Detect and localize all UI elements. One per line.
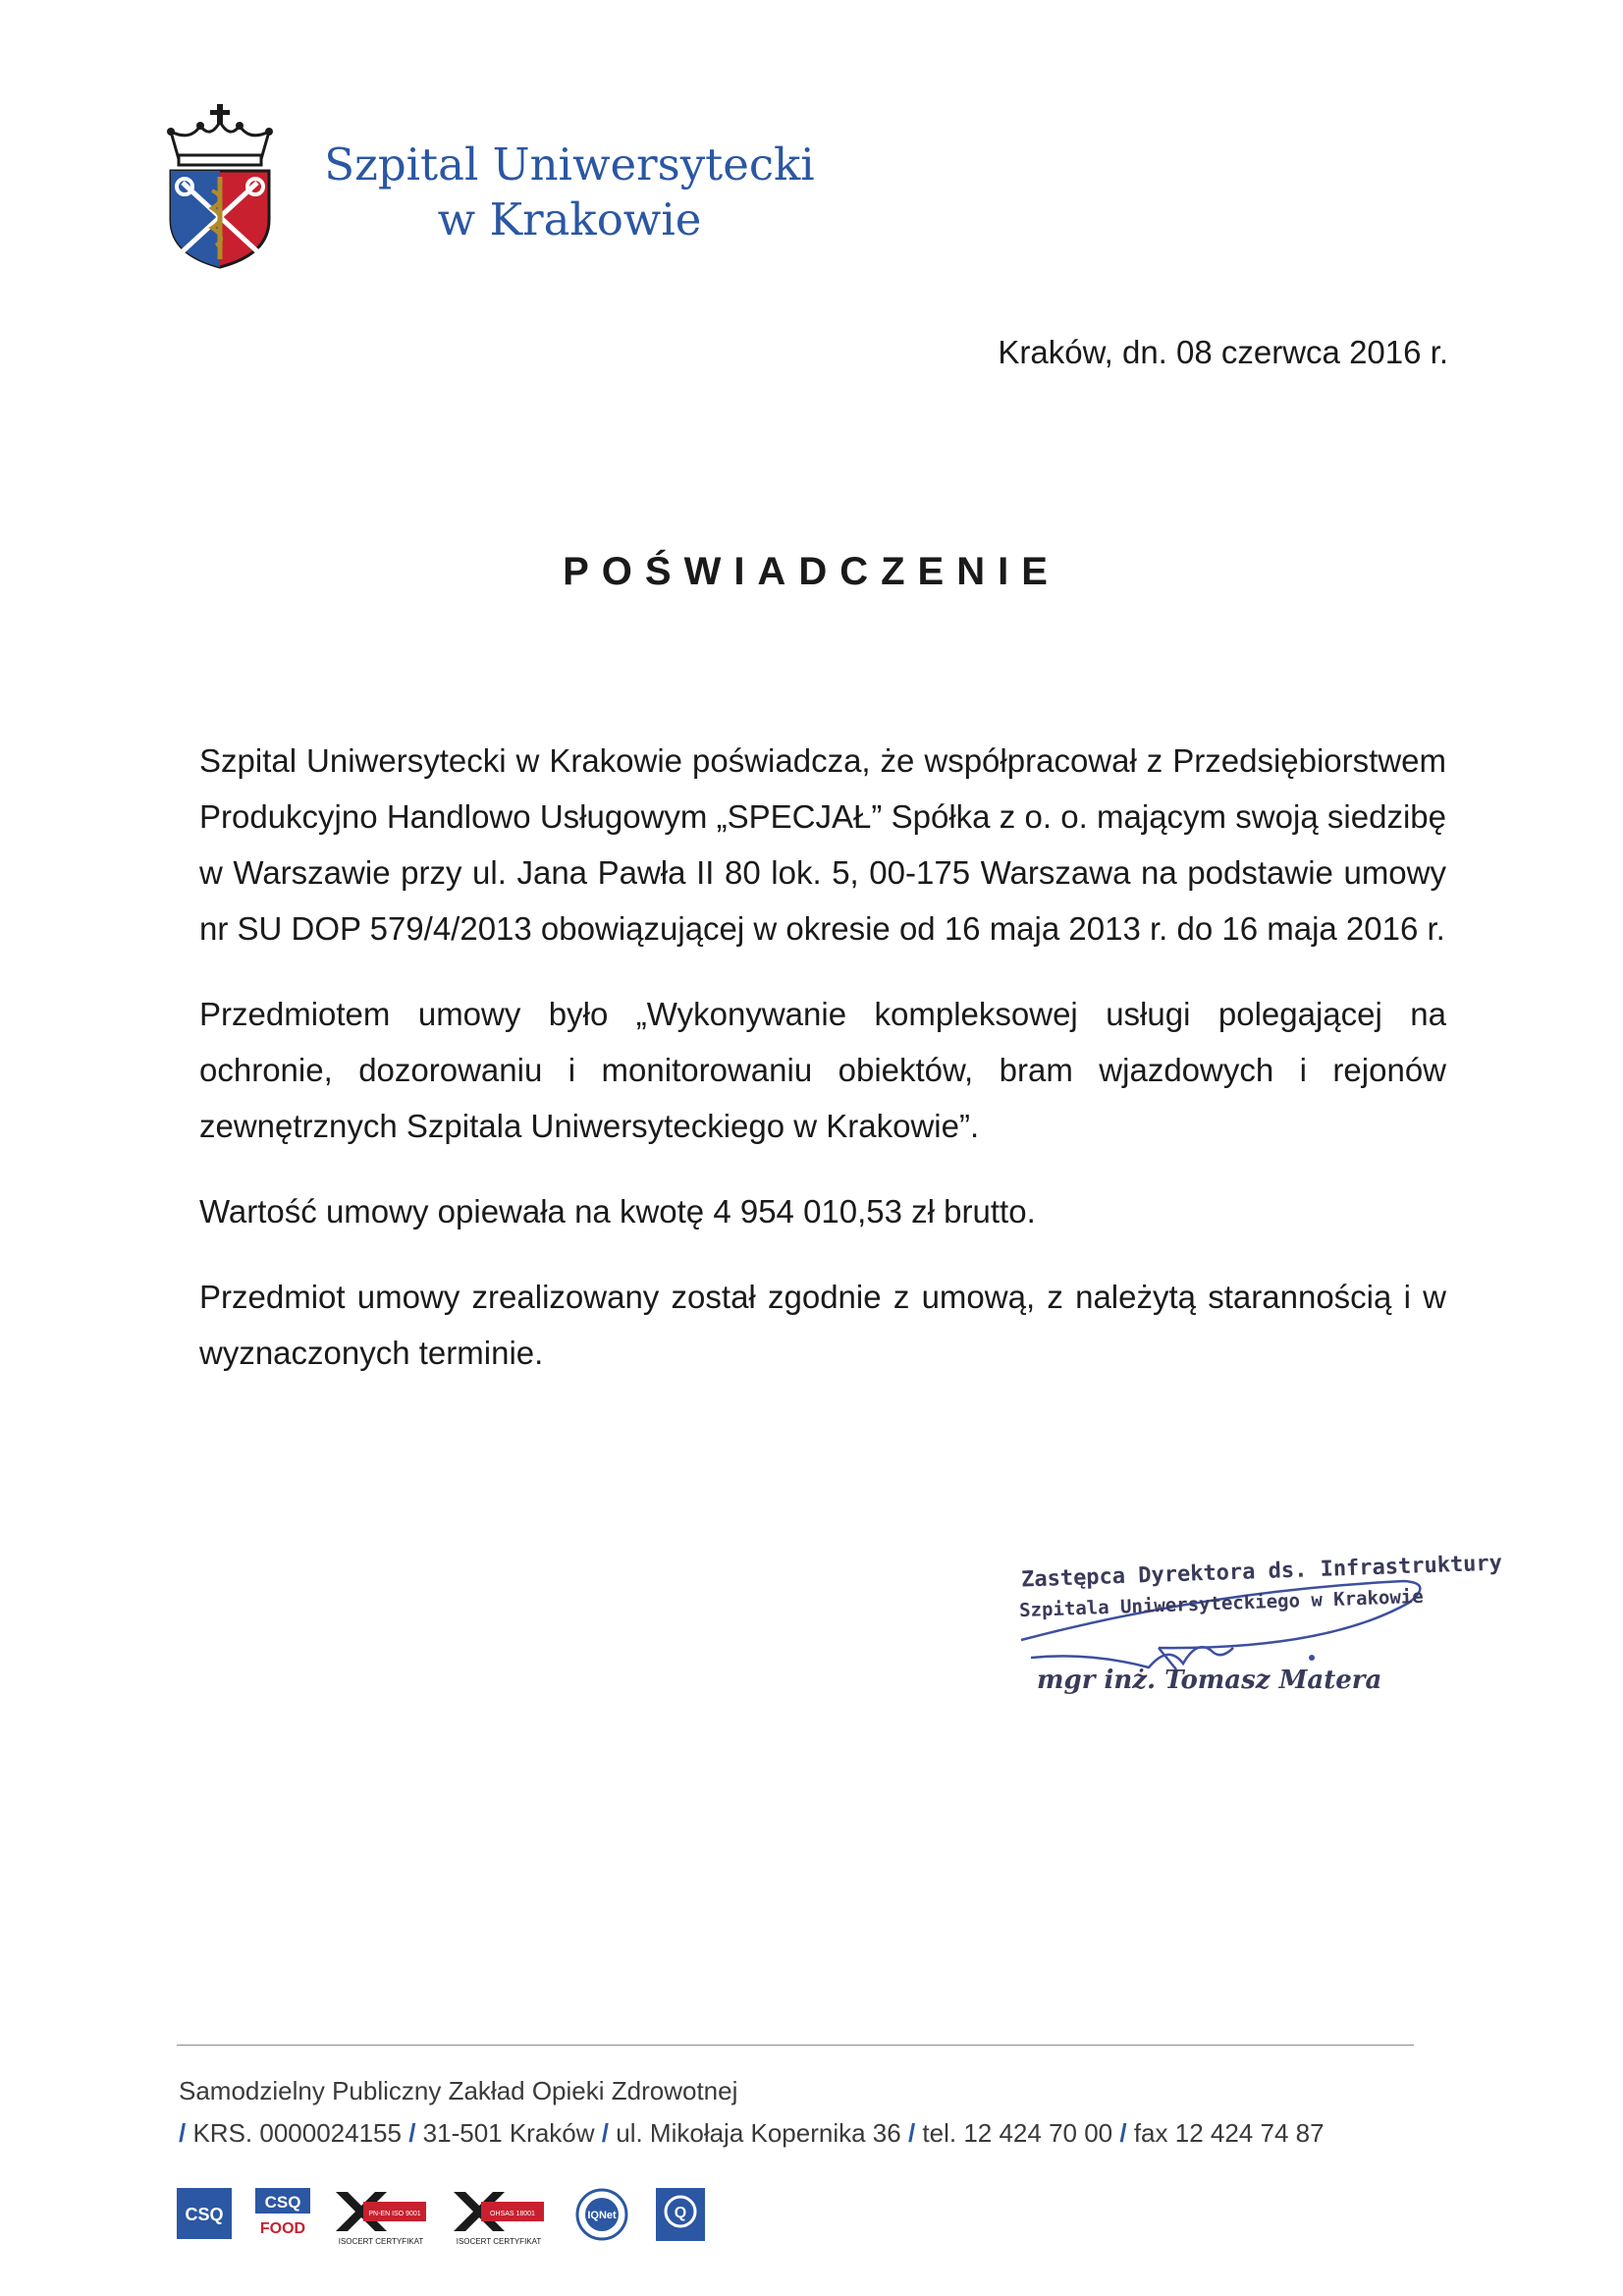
paragraph-completion: Przedmiot umowy zrealizowany został zgodnie z umową, z należytą starannością i w wyznaczonych terminie. <box>199 1279 1446 1371</box>
hospital-name <box>295 137 844 247</box>
paragraph-cooperation: Szpital Uniwersytecki w Krakowie poświadcza, że współpracował z Przedsiębiorstwem Produkcyjno Handlowo Usługowym „SPECJAŁ” Spółka z o. o. mającym swoją siedzibę w Warszawie przy ul. Jana Pawła II 80 lok. 5, 00-175 Warszawa na podstawie umowy nr SU DOP 579/4/2013 obowiązującej w okresie od 16 maja 2013 r. do 16 maja 2016 r. <box>199 742 1446 947</box>
hospital-crest-logo <box>161 102 279 269</box>
certificate-logos <box>177 2188 727 2257</box>
footer-postal: 31-501 Kraków <box>422 2118 595 2148</box>
isocert-ohsas-icon <box>452 2188 546 2247</box>
footer-street: ul. Mikołaja Kopernika 36 <box>616 2118 901 2148</box>
svg-text:CSQ: CSQ <box>264 2193 301 2212</box>
svg-text:ISOCERT CERTYFIKAT: ISOCERT CERTYFIKAT <box>456 2237 542 2246</box>
isocert-iso-icon <box>334 2188 428 2247</box>
paragraph-subject: Przedmiotem umowy było „Wykonywanie kompleksowej usługi polegającej na ochronie, dozorowaniu i monitorowaniu obiektów, bram wjazdowych i rejonów zewnętrznych Szpitala Uniwersyteckiego w Krakowie”. <box>199 996 1446 1144</box>
footer-phone: tel. 12 424 70 00 <box>922 2118 1113 2148</box>
footer-organization: Samodzielny Publiczny Zakład Opieki Zdrowotnej <box>179 2076 738 2105</box>
csq-food-icon <box>255 2188 310 2239</box>
svg-text:ISOCERT CERTYFIKAT: ISOCERT CERTYFIKAT <box>338 2237 424 2246</box>
footer-divider <box>177 2045 1414 2046</box>
footer-address: / KRS. 0000024155 / 31-501 Kraków / ul. Mikołaja Kopernika 36 / tel. 12 424 70 00 / fax 12 424 74 87 <box>179 2118 1325 2148</box>
signature-stamp <box>1011 1542 1503 1709</box>
footer-krs: KRS. 0000024155 <box>192 2118 402 2148</box>
hospital-name-line2: w Krakowie <box>437 193 702 246</box>
place-date: Kraków, dn. 08 czerwca 2016 r. <box>998 334 1448 370</box>
stamp-position: Zastępca Dyrektora ds. Infrastruktury <box>1020 1551 1503 1593</box>
svg-text:FOOD: FOOD <box>259 2220 306 2237</box>
csq-icon <box>177 2188 232 2239</box>
document-body <box>199 733 1446 1410</box>
stamp-institution: Szpitala Uniwersyteckiego w Krakowie <box>1018 1585 1425 1622</box>
svg-text:PN-EN ISO 9001: PN-EN ISO 9001 <box>368 2211 421 2217</box>
svg-text:CSQ: CSQ <box>185 2205 224 2224</box>
stamp-signatory-name: mgr inż. Tomasz Matera <box>1037 1666 1382 1695</box>
iqnet-icon <box>575 2188 628 2241</box>
document-title: POŚWIADCZENIE <box>563 550 1060 593</box>
svg-text:Q: Q <box>674 2205 687 2221</box>
svg-text:OHSAS 18001: OHSAS 18001 <box>490 2211 535 2217</box>
quality-icon <box>656 2188 705 2241</box>
footer-fax: fax 12 424 74 87 <box>1133 2118 1325 2148</box>
svg-text:IQNet: IQNet <box>587 2210 617 2221</box>
paragraph-value: Wartość umowy opiewała na kwotę 4 954 010,53 zł brutto. <box>199 1193 1036 1230</box>
hospital-name-line1: Szpital Uniwersytecki <box>324 138 815 191</box>
